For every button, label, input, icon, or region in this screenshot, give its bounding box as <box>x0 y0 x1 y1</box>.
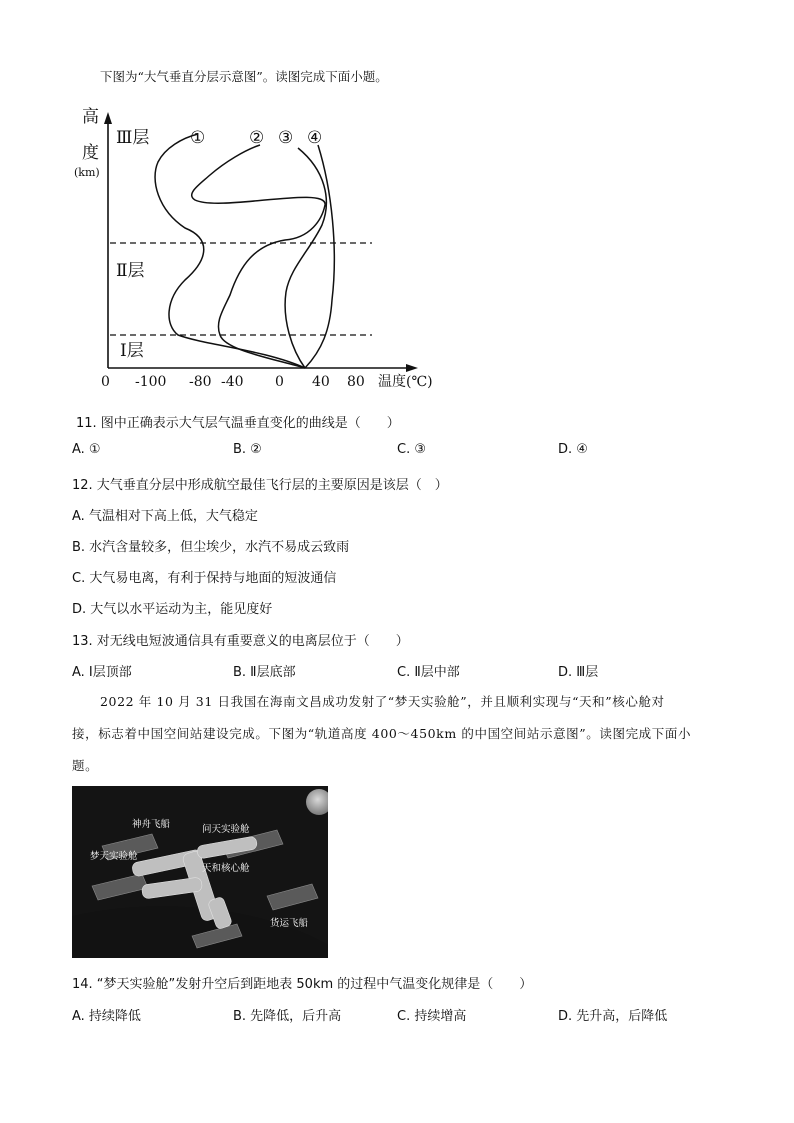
question-14-stem: 14. “梦天实验舱”发射升空后到距地表 50km 的过程中气温变化规律是（ ） <box>72 977 533 992</box>
x-tick-0: 0 <box>275 374 284 390</box>
atmosphere-layer-diagram <box>60 100 460 395</box>
x-tick-40: 40 <box>312 374 330 390</box>
layer-label-2: Ⅱ层 <box>116 261 145 281</box>
question-11-stem: 11. 图中正确表示大气层气温垂直变化的曲线是（ ） <box>76 416 400 431</box>
curve-label-2: ② <box>249 128 265 148</box>
x-axis-arrow <box>406 364 418 372</box>
question-13-option-b[interactable]: B. Ⅱ层底部 <box>233 665 296 680</box>
label-shenzhou: 神舟飞船 <box>132 819 171 830</box>
curve-label-1: ① <box>190 128 206 148</box>
question-12-option-c[interactable]: C. 大气易电离，有利于保持与地面的短波通信 <box>72 571 337 586</box>
intro-text: 下图为“大气垂直分层示意图”。读图完成下面小题。 <box>100 69 388 84</box>
x-tick--80: -80 <box>189 374 212 390</box>
question-12-option-d[interactable]: D. 大气以水平运动为主，能见度好 <box>72 602 273 617</box>
question-11-option-a[interactable]: A. ① <box>72 442 101 457</box>
question-11-option-b[interactable]: B. ② <box>233 442 262 457</box>
layer-label-3: Ⅲ层 <box>116 128 150 148</box>
label-mengtian: 梦天实验舱 <box>90 851 138 862</box>
question-14-option-b[interactable]: B. 先降低，后升高 <box>233 1009 342 1024</box>
passage-line-3: 题。 <box>72 758 99 773</box>
question-13-option-a[interactable]: A. Ⅰ层顶部 <box>72 665 132 680</box>
x-tick-origin: 0 <box>101 374 110 390</box>
x-tick--40: -40 <box>221 374 244 390</box>
question-14-option-c[interactable]: C. 持续增高 <box>397 1009 467 1024</box>
y-axis-label-high: 高 <box>82 107 99 127</box>
y-axis-unit: (km) <box>74 166 100 179</box>
x-axis-label: 温度(℃) <box>378 374 433 390</box>
passage-line-1: 2022 年 10 月 31 日我国在海南文昌成功发射了“梦天实验舱”，并且顺利实现与“天和”核心舱对 <box>100 694 665 709</box>
curve-label-4: ④ <box>307 128 323 148</box>
x-tick-80: 80 <box>347 374 365 390</box>
label-wentian: 问天实验舱 <box>202 824 250 835</box>
layer-label-1: Ⅰ层 <box>120 341 144 361</box>
question-13-option-c[interactable]: C. Ⅱ层中部 <box>397 665 460 680</box>
label-cargo: 货运飞船 <box>270 918 309 929</box>
question-14-option-a[interactable]: A. 持续降低 <box>72 1009 141 1024</box>
question-12-option-a[interactable]: A. 气温相对下高上低，大气稳定 <box>72 509 258 524</box>
curve-1 <box>155 134 305 368</box>
question-11-option-c[interactable]: C. ③ <box>397 442 426 457</box>
space-station-illustration <box>72 786 328 958</box>
question-13-stem: 13. 对无线电短波通信具有重要意义的电离层位于（ ） <box>72 634 409 649</box>
label-tianhe: 天和核心舱 <box>202 863 250 874</box>
x-tick--100: -100 <box>135 374 167 390</box>
curve-4 <box>305 145 334 368</box>
question-11-option-d[interactable]: D. ④ <box>558 442 588 457</box>
passage-line-2: 接，标志着中国空间站建设完成。下图为“轨道高度 400～450km 的中国空间站示意图”。读图完成下面小 <box>72 726 692 741</box>
question-12-stem: 12. 大气垂直分层中形成航空最佳飞行层的主要原因是该层（ ） <box>72 478 448 493</box>
question-13-option-d[interactable]: D. Ⅲ层 <box>558 665 599 680</box>
y-axis-arrow <box>104 112 112 124</box>
curve-label-3: ③ <box>278 128 294 148</box>
y-axis-label-degree: 度 <box>82 143 99 163</box>
space-station-image <box>72 786 328 958</box>
question-14-option-d[interactable]: D. 先升高，后降低 <box>558 1009 668 1024</box>
question-12-option-b[interactable]: B. 水汽含量较多，但尘埃少，水汽不易成云致雨 <box>72 540 350 555</box>
